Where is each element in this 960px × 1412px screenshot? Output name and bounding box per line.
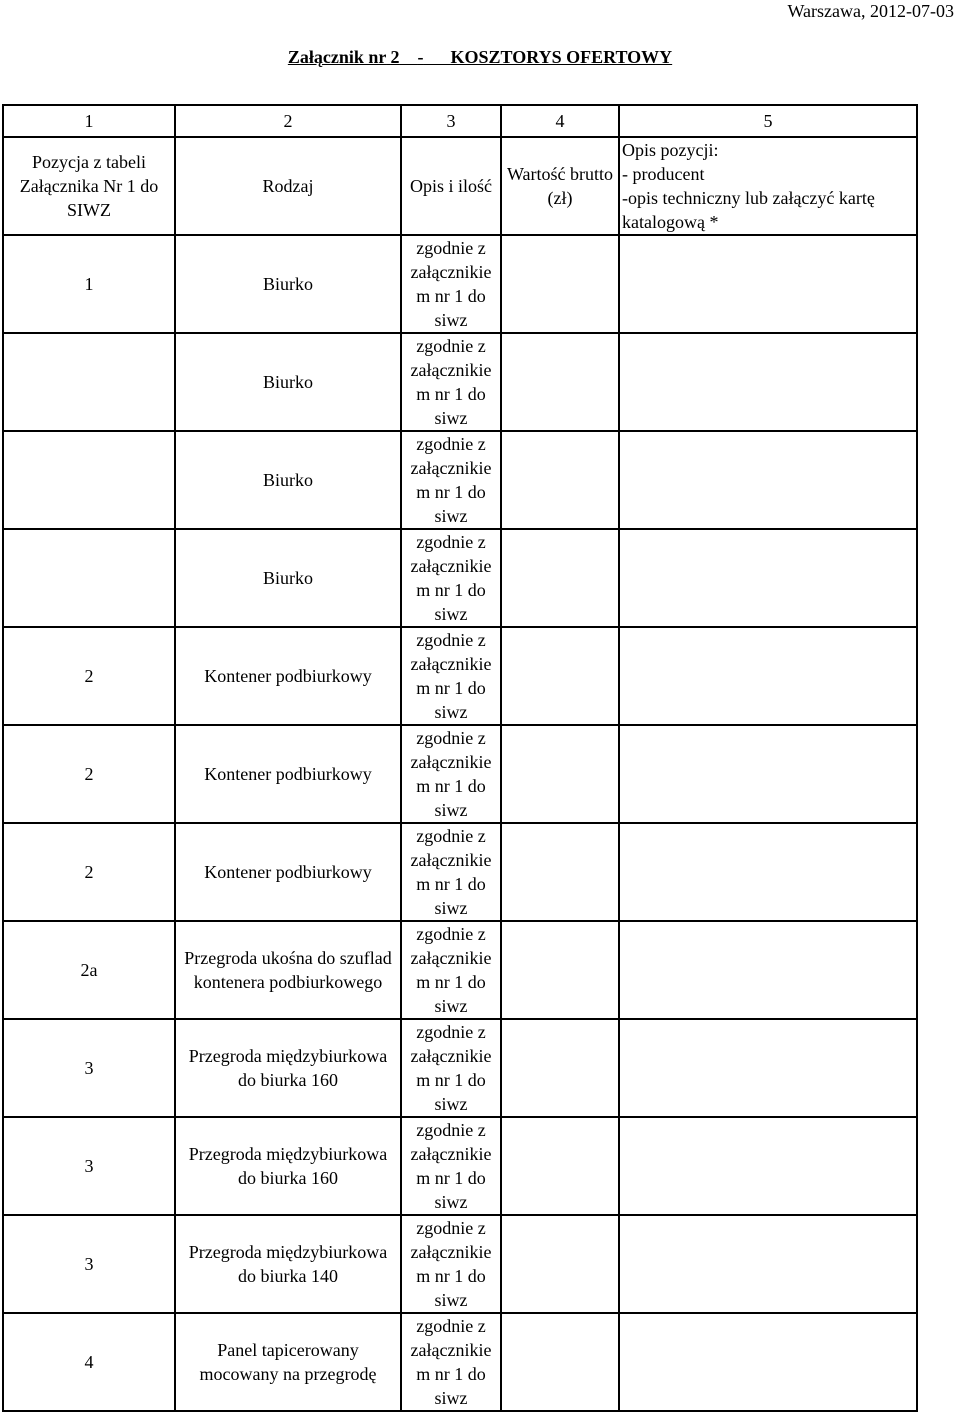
cell-pozycja: 2 [3,823,175,921]
header-pozycja [3,137,175,235]
cell-opis-ilosc [401,921,501,1019]
cell-opis-ilosc-line: siwz [434,506,468,526]
cell-wartosc-brutto[interactable] [501,627,619,725]
cell-pozycja: 2 [3,627,175,725]
cell-wartosc-brutto[interactable] [501,823,619,921]
cell-pozycja [3,529,175,627]
cell-rodzaj: Przegroda ukośna do szuflad kontenera podbiurkowego [175,921,401,1019]
cell-wartosc-brutto[interactable] [501,333,619,431]
header-opis-pozycji [619,137,917,235]
cell-opis-ilosc-line: siwz [434,702,468,722]
cell-wartosc-brutto[interactable] [501,431,619,529]
cell-rodzaj: Kontener podbiurkowy [175,725,401,823]
cell-opis-ilosc-line: załącznikie [410,1046,492,1066]
title-part-1: Załącznik nr [287,47,387,67]
cell-wartosc-brutto[interactable] [501,1313,619,1411]
header-pozycja-line: Załącznika Nr 1 do [19,176,159,196]
table-row [3,627,917,725]
header-opis-pozycji-line: Opis pozycji: [622,140,719,160]
title-part-3: - [417,47,424,67]
cell-opis-pozycji[interactable] [619,431,917,529]
column-number: 1 [3,105,175,137]
cell-opis-ilosc-line: siwz [434,1094,468,1114]
header-wartosc-line: Wartość brutto [506,164,614,184]
column-number: 5 [619,105,917,137]
table-row [3,921,917,1019]
table-row [3,1313,917,1411]
header-rodzaj: Rodzaj [175,137,401,235]
cell-opis-ilosc-line: załącznikie [410,752,492,772]
cell-opis-ilosc [401,1313,501,1411]
cell-opis-ilosc-line: siwz [434,1192,468,1212]
cell-opis-pozycji[interactable] [619,333,917,431]
cell-rodzaj: Biurko [175,235,401,333]
cell-opis-pozycji[interactable] [619,627,917,725]
cell-rodzaj: Przegroda międzybiurkowa do biurka 140 [175,1215,401,1313]
cell-rodzaj: Panel tapicerowany mocowany na przegrodę [175,1313,401,1411]
cell-pozycja [3,431,175,529]
cell-opis-ilosc-line: załącznikie [410,360,492,380]
cell-opis-ilosc [401,529,501,627]
cell-opis-ilosc-line: siwz [434,1290,468,1310]
cell-opis-pozycji[interactable] [619,1117,917,1215]
header-opis-ilosc: Opis i ilość [401,137,501,235]
cell-opis-pozycji[interactable] [619,529,917,627]
cell-pozycja: 2 [3,725,175,823]
cell-opis-ilosc-line: załącznikie [410,556,492,576]
cell-opis-ilosc-line: zgodnie z [416,1120,486,1140]
cell-opis-ilosc-line: zgodnie z [416,434,486,454]
kosztorys-table [2,104,918,1412]
cell-wartosc-brutto[interactable] [501,1215,619,1313]
cell-opis-ilosc-line: załącznikie [410,1340,492,1360]
cell-opis-ilosc-line: m nr 1 do [416,1168,486,1188]
cell-opis-pozycji[interactable] [619,725,917,823]
cell-opis-ilosc [401,235,501,333]
cell-opis-ilosc-line: siwz [434,604,468,624]
cell-opis-ilosc-line: m nr 1 do [416,776,486,796]
cell-rodzaj: Biurko [175,529,401,627]
cell-opis-ilosc [401,1019,501,1117]
cell-wartosc-brutto[interactable] [501,1019,619,1117]
cell-pozycja [3,333,175,431]
cell-opis-ilosc-line: zgodnie z [416,238,486,258]
cell-opis-ilosc [401,725,501,823]
title-part-4: KOSZTORYS OFERTOWY [450,47,673,67]
cell-opis-ilosc-line: załącznikie [410,654,492,674]
cell-opis-ilosc-line: zgodnie z [416,532,486,552]
cell-opis-ilosc-line: załącznikie [410,1242,492,1262]
header-opis-pozycji-line: katalogową * [622,212,719,232]
cell-opis-ilosc-line: załącznikie [410,458,492,478]
cell-opis-ilosc-line: zgodnie z [416,336,486,356]
cell-opis-ilosc-line: siwz [434,408,468,428]
cell-opis-ilosc-line: m nr 1 do [416,580,486,600]
cell-opis-ilosc-line: załącznikie [410,262,492,282]
document-date: Warszawa, 2012-07-03 [787,1,954,21]
cell-opis-ilosc-line: siwz [434,1388,468,1408]
column-number: 2 [175,105,401,137]
cell-opis-ilosc-line: zgodnie z [416,1218,486,1238]
table-row [3,333,917,431]
cell-pozycja: 1 [3,235,175,333]
cell-rodzaj: Biurko [175,333,401,431]
cell-opis-ilosc-line: m nr 1 do [416,1070,486,1090]
cell-opis-pozycji[interactable] [619,235,917,333]
cell-opis-ilosc-line: zgodnie z [416,826,486,846]
cell-opis-ilosc-line: siwz [434,898,468,918]
header-pozycja-line: Pozycja z tabeli [32,152,146,172]
cell-opis-ilosc-line: załącznikie [410,1144,492,1164]
cell-wartosc-brutto[interactable] [501,1117,619,1215]
column-number-row [3,105,917,137]
cell-opis-ilosc-line: załącznikie [410,850,492,870]
cell-opis-ilosc-line: m nr 1 do [416,678,486,698]
cell-pozycja: 3 [3,1117,175,1215]
cell-rodzaj: Przegroda międzybiurkowa do biurka 160 [175,1019,401,1117]
cell-wartosc-brutto[interactable] [501,235,619,333]
cell-opis-ilosc-line: zgodnie z [416,1316,486,1336]
table-row [3,823,917,921]
header-opis-pozycji-line: - producent [622,164,705,184]
table-row [3,725,917,823]
cell-pozycja: 2a [3,921,175,1019]
cell-opis-ilosc-line: m nr 1 do [416,482,486,502]
cell-opis-pozycji[interactable] [619,823,917,921]
cell-opis-ilosc-line: m nr 1 do [416,384,486,404]
cell-opis-ilosc-line: m nr 1 do [416,972,486,992]
header-pozycja-line: SIWZ [67,200,111,220]
cell-opis-ilosc-line: m nr 1 do [416,1364,486,1384]
cell-opis-ilosc-line: siwz [434,310,468,330]
cell-opis-pozycji[interactable] [619,1019,917,1117]
cell-rodzaj: Biurko [175,431,401,529]
cell-pozycja: 4 [3,1313,175,1411]
title-part-2: 2 [390,47,400,67]
table-row [3,529,917,627]
header-row [3,137,917,235]
document-title [0,47,960,68]
cell-opis-ilosc-line: zgodnie z [416,728,486,748]
cell-wartosc-brutto[interactable] [501,529,619,627]
cell-opis-ilosc [401,1215,501,1313]
cell-opis-pozycji[interactable] [619,1313,917,1411]
cell-opis-ilosc-line: zgodnie z [416,1022,486,1042]
header-wartosc-line: (zł) [547,188,573,208]
cell-opis-ilosc-line: siwz [434,996,468,1016]
cell-opis-ilosc [401,823,501,921]
cell-opis-ilosc-line: m nr 1 do [416,286,486,306]
cell-pozycja: 3 [3,1019,175,1117]
cell-opis-ilosc-line: załącznikie [410,948,492,968]
cell-pozycja: 3 [3,1215,175,1313]
column-number: 4 [501,105,619,137]
header-wartosc-brutto [501,137,619,235]
cell-opis-ilosc [401,1117,501,1215]
cell-opis-ilosc [401,627,501,725]
table-row [3,235,917,333]
cell-rodzaj: Kontener podbiurkowy [175,823,401,921]
cell-wartosc-brutto[interactable] [501,725,619,823]
header-opis-pozycji-line: -opis techniczny lub załączyć kartę [622,188,875,208]
cell-opis-ilosc [401,431,501,529]
cell-opis-ilosc [401,333,501,431]
column-number: 3 [401,105,501,137]
table-row [3,1117,917,1215]
cell-opis-ilosc-line: m nr 1 do [416,1266,486,1286]
cell-opis-ilosc-line: m nr 1 do [416,874,486,894]
cell-opis-pozycji[interactable] [619,921,917,1019]
cell-wartosc-brutto[interactable] [501,921,619,1019]
table-row [3,431,917,529]
table-row [3,1215,917,1313]
cell-opis-ilosc-line: zgodnie z [416,630,486,650]
cell-opis-ilosc-line: zgodnie z [416,924,486,944]
cell-rodzaj: Kontener podbiurkowy [175,627,401,725]
cell-opis-pozycji[interactable] [619,1215,917,1313]
cell-opis-ilosc-line: siwz [434,800,468,820]
cell-rodzaj: Przegroda międzybiurkowa do biurka 160 [175,1117,401,1215]
table-row [3,1019,917,1117]
